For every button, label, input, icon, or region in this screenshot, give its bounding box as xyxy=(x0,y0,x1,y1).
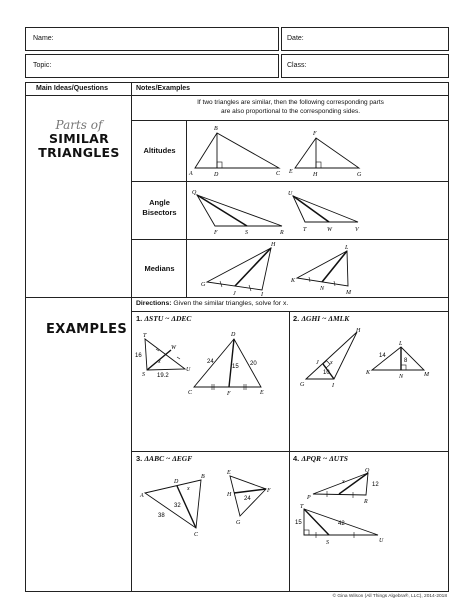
example-4-diagram xyxy=(290,466,448,546)
medians-diagram xyxy=(187,240,449,297)
ex2-right-angle xyxy=(323,361,330,368)
ex3-label-38: 38 xyxy=(158,513,165,519)
label-h: H xyxy=(313,172,318,178)
example-3-title xyxy=(136,454,192,463)
angle-bisectors-line-2: Bisectors xyxy=(142,208,177,217)
ex1-label-t: T xyxy=(143,333,147,339)
ex2-label-g: G xyxy=(300,382,305,388)
ex4-label-42: 42 xyxy=(338,521,345,527)
ex4-label-15: 15 xyxy=(295,520,302,526)
ex1-label-24: 24 xyxy=(207,359,214,365)
ex3-label-a: A xyxy=(140,493,144,499)
ex3-label-24: 24 xyxy=(244,496,251,502)
median-hj xyxy=(235,248,271,286)
example-1-num: 1. xyxy=(136,314,143,323)
altitudes-label: Altitudes xyxy=(143,146,176,155)
example-3-similarity: ΔABC ~ ΔEGF xyxy=(144,454,193,463)
ex2-label-x: x xyxy=(330,360,333,366)
example-2-diagram xyxy=(290,326,448,398)
example-4-num: 4. xyxy=(293,454,300,463)
directions-text: Given the similar triangles, solve for x. xyxy=(173,300,289,307)
ex4-label-p: P xyxy=(307,495,311,501)
example-1-diagram xyxy=(133,326,288,398)
triangles-title: TRIANGLES xyxy=(38,145,120,160)
topic-field[interactable] xyxy=(25,54,279,78)
ex1-label-20: 20 xyxy=(250,361,257,367)
ex1-tick-b xyxy=(177,357,180,359)
ex4-median-t xyxy=(304,509,329,535)
median-triangle-ghi xyxy=(207,248,271,290)
altitude-triangle-efg xyxy=(295,138,359,168)
copyright-footer: © Gina Wilson (All Things Algebra®, LLC), 2014-2018 xyxy=(332,594,447,599)
ex4-label-x: x xyxy=(342,479,345,485)
examples-mid-horizontal xyxy=(132,451,449,452)
ex4-label-s: S xyxy=(326,540,329,546)
similar-title: SIMILAR xyxy=(48,131,110,146)
altitude-triangle-abc xyxy=(195,133,279,168)
label-w: W xyxy=(327,227,332,233)
intro-line-1: If two triangles are similar, then the following corresponding parts xyxy=(197,99,384,106)
angle-bisectors-label xyxy=(133,198,186,218)
main-ideas-header: Main Ideas/Questions xyxy=(36,85,108,92)
example-2-title xyxy=(293,314,349,323)
directions xyxy=(136,300,288,307)
ex2-label-h: H xyxy=(356,328,361,334)
label-n: N xyxy=(320,286,325,292)
section1-title xyxy=(30,118,128,160)
ex1-label-16: 16 xyxy=(135,353,142,359)
directions-label: Directions: xyxy=(136,300,172,307)
parts-of-script: Parts of xyxy=(55,118,103,132)
angle-bisectors-line-1: Angle xyxy=(149,198,170,207)
ex4-right-angle xyxy=(304,530,309,535)
ex3-label-h: H xyxy=(227,492,232,498)
ex3-label-f: F xyxy=(267,488,271,494)
ex4-triangle-pqr xyxy=(313,473,368,495)
ex2-label-n: N xyxy=(399,374,404,380)
ex3-label-d: D xyxy=(174,479,179,485)
label-g2: G xyxy=(201,282,206,288)
label-d: D xyxy=(214,172,219,178)
ex1-label-u: U xyxy=(186,367,191,373)
class-label: Class: xyxy=(287,62,307,69)
ex1-label-e: E xyxy=(260,390,264,396)
ex1-median-df xyxy=(229,339,234,387)
example-3-diagram xyxy=(133,466,288,546)
ex1-label-c: C xyxy=(188,390,193,396)
right-angle-mark-2 xyxy=(316,162,321,168)
ex2-triangle-ghi xyxy=(306,332,357,379)
ex2-label-m: M xyxy=(424,372,429,378)
ex3-label-g: G xyxy=(236,520,241,526)
ex2-label-l: L xyxy=(399,341,403,347)
topic-label: Topic: xyxy=(33,62,52,69)
median-ln xyxy=(322,251,347,282)
label-u: U xyxy=(288,191,293,197)
example-4-similarity: ΔPQR ~ ΔUTS xyxy=(301,454,348,463)
intro-line-2: are also proportional to the corresponding sides. xyxy=(220,108,361,115)
ex4-label-u: U xyxy=(379,538,384,544)
ex2-label-k: K xyxy=(366,370,371,376)
label-s: S xyxy=(245,230,248,236)
label-m: M xyxy=(346,290,351,296)
ex4-label-t: T xyxy=(300,504,304,510)
label-r: R xyxy=(280,230,284,236)
example-3-num: 3. xyxy=(136,454,143,463)
label-v: V xyxy=(355,227,359,233)
label-l: L xyxy=(345,245,349,251)
ex1-label-w: W xyxy=(171,345,176,351)
bisector-uw xyxy=(293,196,329,222)
label-f2: F xyxy=(214,230,218,236)
altitudes-diagram xyxy=(187,121,449,181)
bisectors-diagram xyxy=(187,182,449,239)
ex3-label-e: E xyxy=(227,470,231,476)
ex3-label-b: B xyxy=(201,474,205,480)
label-j: J xyxy=(233,291,236,297)
label-a: A xyxy=(189,171,193,177)
ex2-label-14: 14 xyxy=(379,353,386,359)
notes-examples-header: Notes/Examples xyxy=(136,85,191,92)
label-q: Q xyxy=(192,190,197,196)
bisector-triangle-uvt xyxy=(293,196,358,222)
column-divider xyxy=(131,82,132,592)
ex1-label-x: x xyxy=(158,359,161,365)
label-k: K xyxy=(291,278,296,284)
ex3-label-32: 32 xyxy=(174,503,181,509)
label-g: G xyxy=(357,172,362,178)
label-i: I xyxy=(261,292,263,297)
ex4-label-r: R xyxy=(364,499,368,505)
ex1-label-s: S xyxy=(142,372,145,378)
label-h2: H xyxy=(271,242,276,248)
name-label: Name: xyxy=(33,35,54,42)
ex2-label-8: 8 xyxy=(404,358,408,364)
section-divider xyxy=(25,297,449,298)
examples-title: EXAMPLES xyxy=(46,322,128,337)
label-e: E xyxy=(289,169,293,175)
example-4-title xyxy=(293,454,348,463)
ex3-label-x: x xyxy=(187,486,190,492)
example-2-similarity: ΔGHI ~ ΔMLK xyxy=(301,314,350,323)
ex2-label-10: 10 xyxy=(323,370,330,376)
name-field[interactable] xyxy=(25,27,279,51)
medians-label: Medians xyxy=(144,264,175,273)
header-row-divider xyxy=(25,95,449,96)
ex2-label-j: J xyxy=(316,360,319,366)
date-label: Date: xyxy=(287,35,304,42)
ex1-label-d: D xyxy=(231,332,236,338)
label-b: B xyxy=(214,126,218,132)
ex2-right-angle-2 xyxy=(401,365,406,370)
ex4-label-12: 12 xyxy=(372,482,379,488)
ex1-label-f: F xyxy=(227,391,231,397)
ex3-label-c: C xyxy=(194,532,199,538)
ex1-label-19-2: 19.2 xyxy=(157,373,169,379)
example-2-num: 2. xyxy=(293,314,300,323)
ex4-label-q: Q xyxy=(365,468,370,474)
ex1-label-15: 15 xyxy=(232,364,239,370)
label-t: T xyxy=(303,227,307,233)
intro-text xyxy=(132,98,449,116)
class-field[interactable] xyxy=(281,54,449,78)
label-f: F xyxy=(313,131,317,137)
right-angle-mark xyxy=(217,162,222,168)
example-1-similarity: ΔSTU ~ ΔDEC xyxy=(144,314,192,323)
ex3-bisector-fh xyxy=(234,489,266,493)
example-1-title xyxy=(136,314,191,323)
date-field[interactable] xyxy=(281,27,449,51)
label-c: C xyxy=(276,171,281,177)
ex2-label-i: I xyxy=(332,383,334,389)
examples-top-line xyxy=(132,311,449,312)
